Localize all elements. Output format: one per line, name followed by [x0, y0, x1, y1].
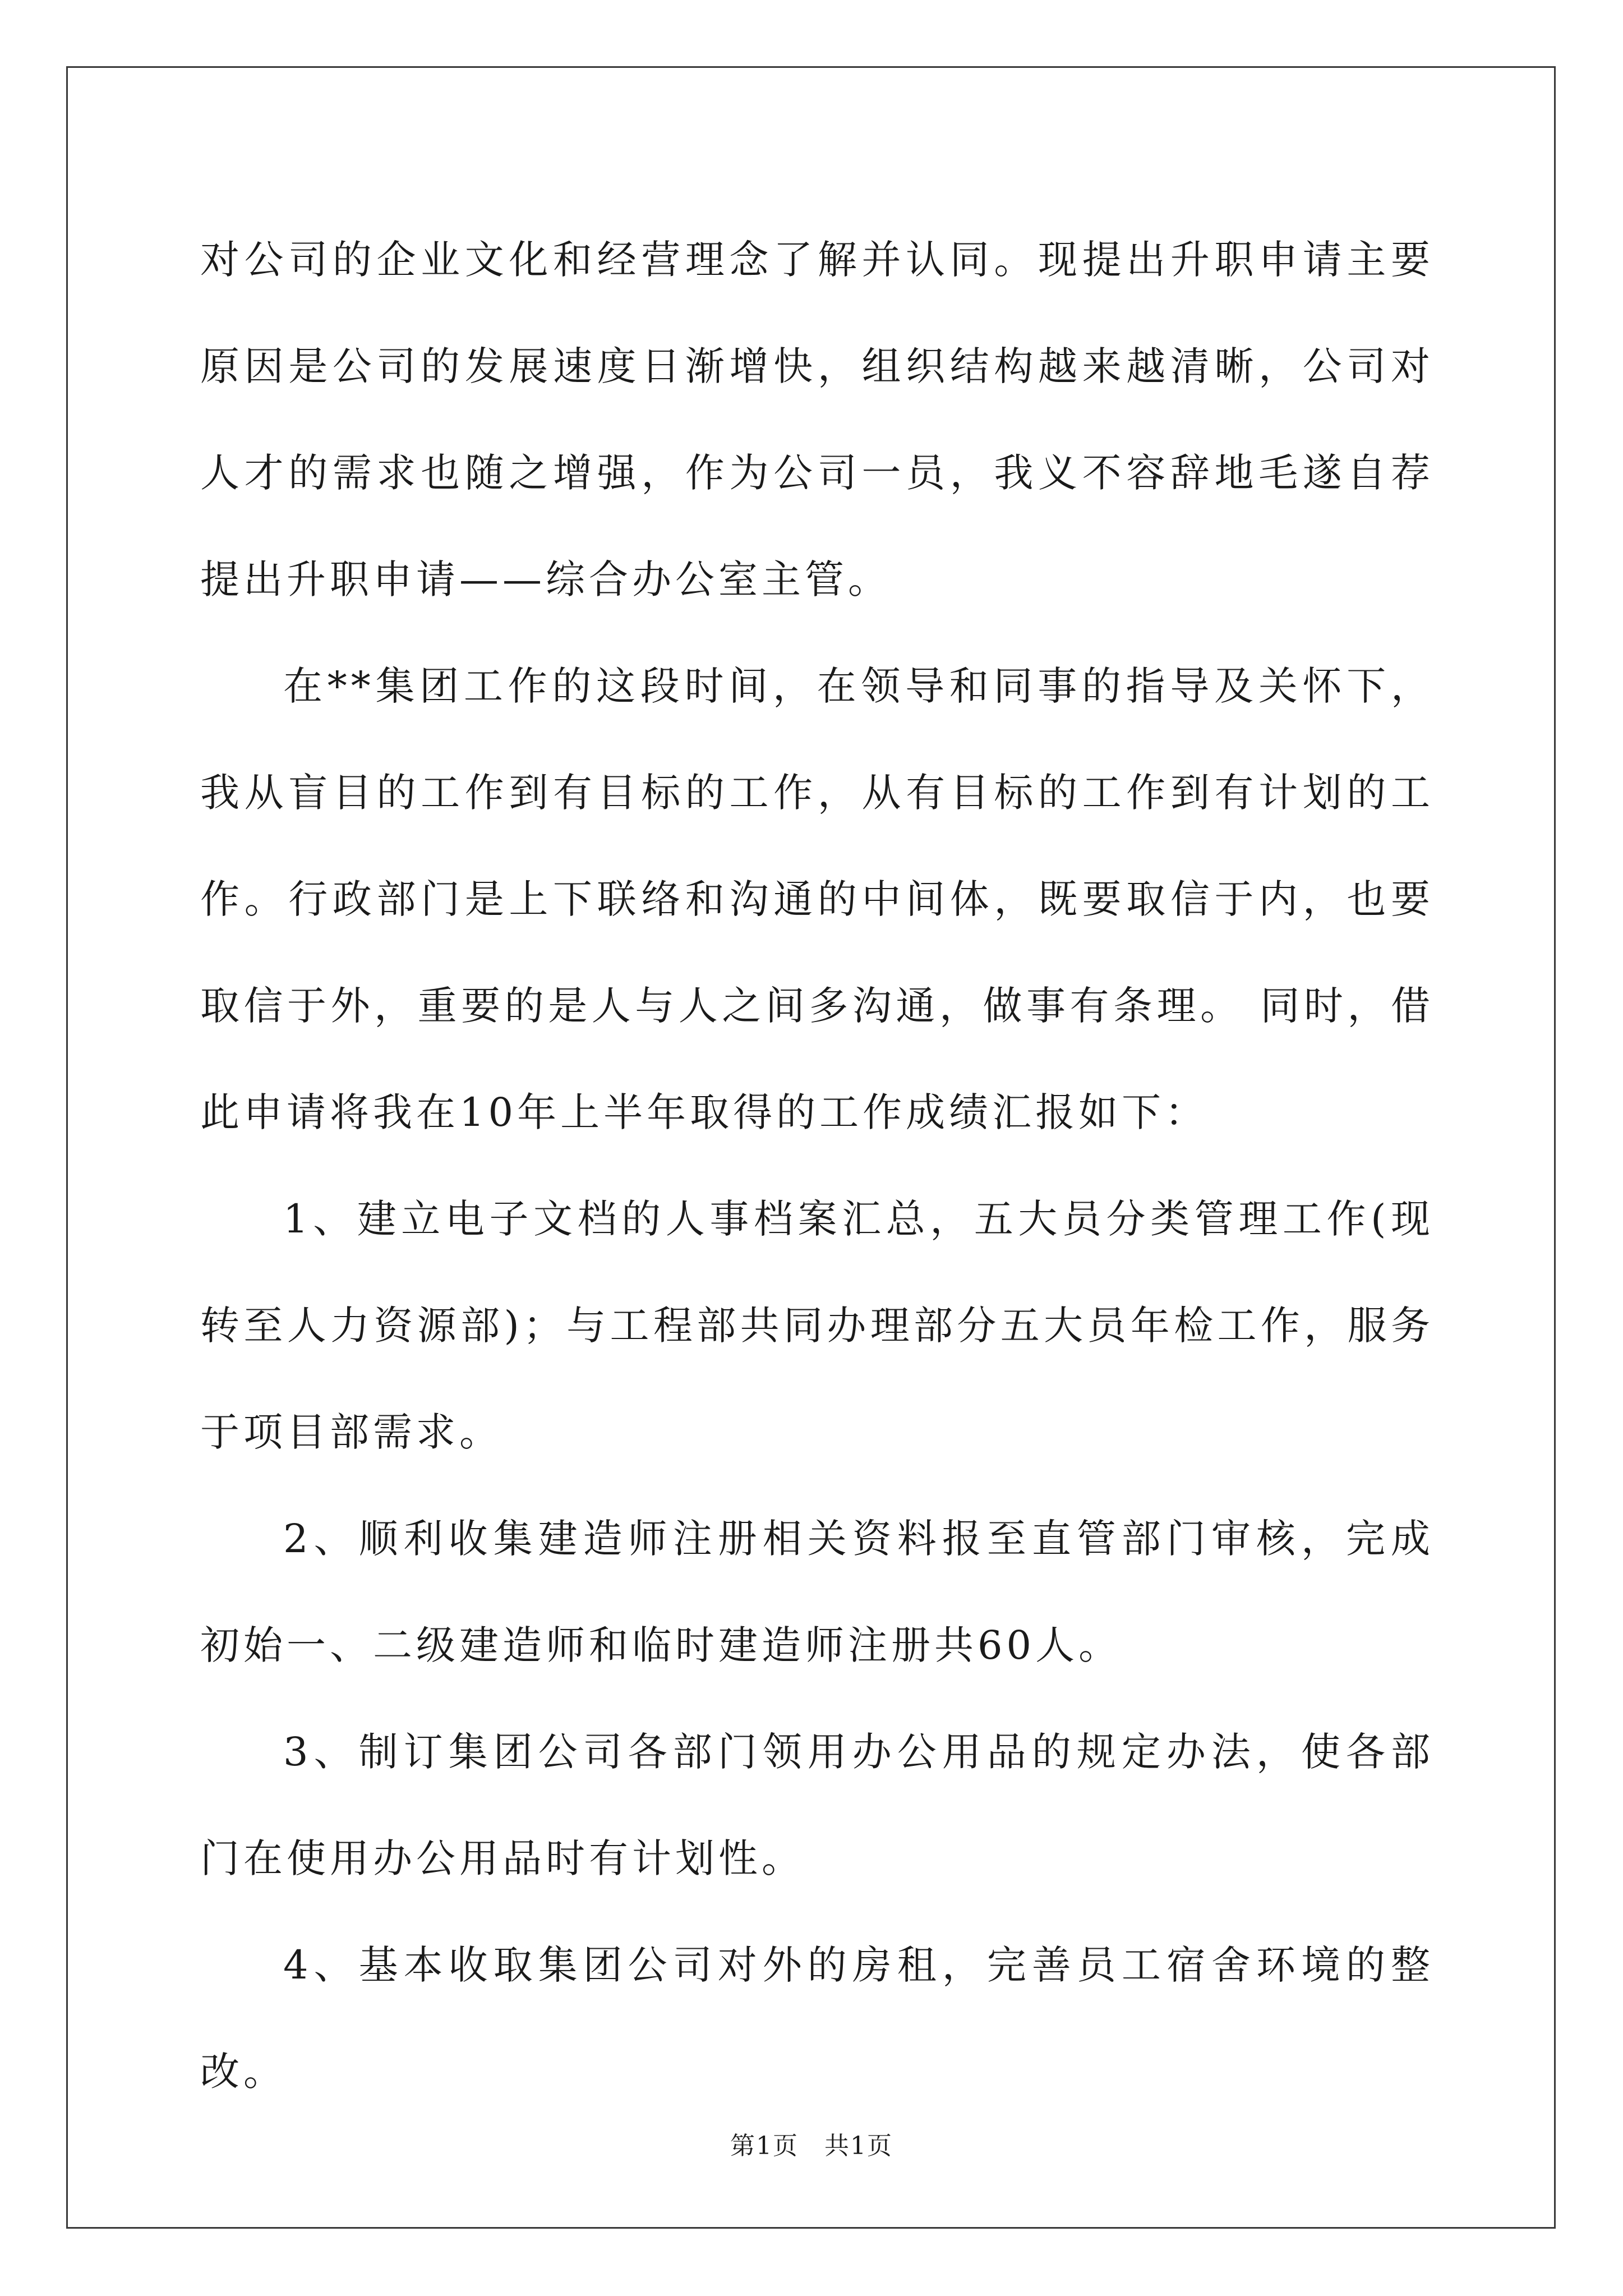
paragraph-1: 对公司的企业文化和经营理念了解并认同。现提出升职申请主要原因是公司的发展速度日渐增快，组织结构越来越清晰，公司对人才的需求也随之增强，作为公司一员，我义不容辞地毛遂自荐提出升职申请——综合办公室主管。 — [200, 237, 1434, 602]
paragraph-5: 3、制订集团公司各部门领用办公用品的规定办法，使各部门在使用办公用品时有计划性。 — [200, 1729, 1434, 1881]
paragraph-6: 4、基本收取集团公司对外的房租，完善员工宿舍环境的整改。 — [200, 1942, 1434, 2095]
page-footer: 第1页 共1页 — [730, 2132, 893, 2160]
document-body — [200, 206, 1434, 2125]
paragraph-2: 在**集团工作的这段时间，在领导和同事的指导及关怀下，我从盲目的工作到有目标的工作，从有目标的工作到有计划的工作。行政部门是上下联络和沟通的中间体，既要取信于内，也要取信于外，重要的是人与人之间多沟通，做事有条理。 同时，借此申请将我在10年上半年取得的工作成绩汇报如下： — [200, 663, 1434, 1135]
paragraph-3: 1、建立电子文档的人事档案汇总，五大员分类管理工作(现转至人力资源部)；与工程部共同办理部分五大员年检工作，服务于项目部需求。 — [200, 1196, 1434, 1455]
paragraph-4: 2、顺利收集建造师注册相关资料报至直管部门审核，完成初始一、二级建造师和临时建造师注册共60人。 — [200, 1516, 1434, 1668]
